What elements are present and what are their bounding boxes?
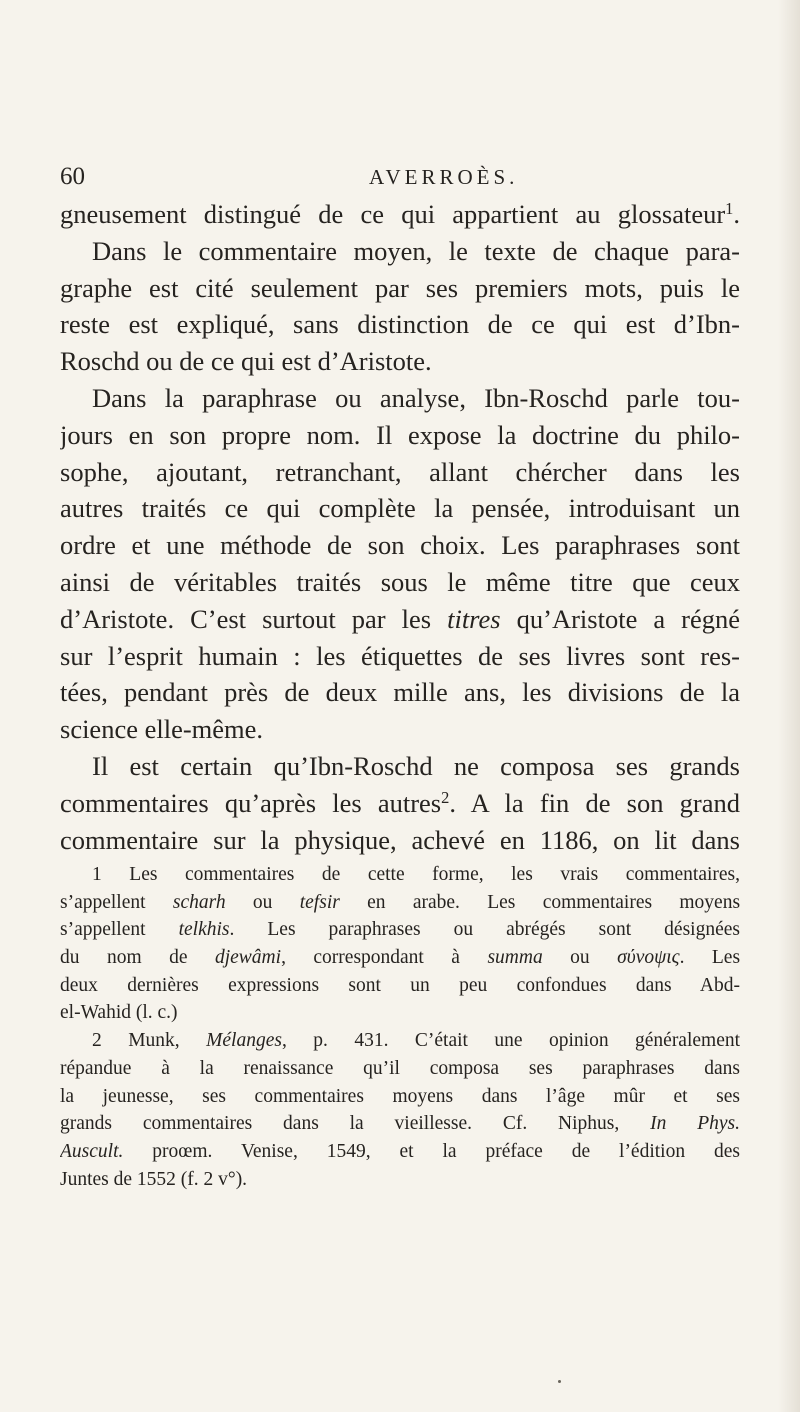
text-line: jours en son propre nom. Il expose la doctrine du philo-: [60, 419, 740, 450]
footnote-line: 1 Les commentaires de cette forme, les vrais commentaires,: [92, 864, 740, 885]
footnote-marker: 2: [92, 1030, 102, 1052]
text-line: tées, pendant près de deux mille ans, les divisions de la: [60, 677, 740, 708]
footnote-line: répandue à la renaissance qu’il composa ses paraphrases dans: [60, 1057, 740, 1079]
footnote-line: la jeunesse, ses commentaires moyens dans l’âge mûr et ses: [60, 1085, 740, 1107]
text-line: ainsi de véritables traités sous le même titre que ceux: [60, 566, 740, 597]
footnote-line: s’appellent scharh ou tefsir en arabe. Les commentaires moyens: [60, 891, 740, 913]
footnote-line: deux dernières expressions sont un peu confondues dans Abd-: [60, 974, 740, 996]
page-edge-shadow: [778, 0, 800, 1412]
paper-speck: [558, 1380, 561, 1383]
running-header: [60, 162, 740, 192]
footnote-line: el-Wahid (l. c.): [60, 1002, 178, 1024]
text-line: gneusement distingué de ce qui appartient au glossateur$^1$.: [60, 198, 740, 229]
footnote-line: grands commentaires dans la vieillesse. Cf. Niphus, In Phys.: [60, 1113, 740, 1135]
text-line: sur l’esprit humain : les étiquettes de ses livres sont res-: [60, 640, 740, 671]
footnote-line: 2 Munk, Mélanges, p. 431. C’était une opinion généralement: [92, 1030, 740, 1052]
text-line: Dans le commentaire moyen, le texte de chaque para-: [92, 235, 740, 266]
footnote-line: Juntes de 1552 (f. 2 v°).: [60, 1168, 248, 1190]
italic-term: titres: [447, 603, 501, 634]
text-line: commentaires qu’après les autres$^2$. A la fin de son grand: [60, 787, 740, 818]
page-number: 60: [60, 163, 85, 190]
text-line: Roschd ou de ce qui est d’Aristote.: [60, 346, 432, 377]
text-line: Dans la paraphrase ou analyse, Ibn-Roschd parle tou-: [92, 382, 740, 413]
footnote-marker: 1: [92, 864, 102, 885]
footnote-line: Auscult. proœm. Venise, 1549, et la préface de l’édition des: [60, 1140, 740, 1162]
footnote-ref: 1: [725, 198, 734, 218]
footnote-line: du nom de djewâmi, correspondant à summa ou σύνοψις. Les: [60, 947, 740, 969]
running-title: AVERROÈS.: [369, 165, 519, 189]
footnotes: [60, 861, 740, 1193]
text-line: science elle-même.: [60, 714, 264, 745]
text-line: reste est expliqué, sans distinction de ce qui est d’Ibn-: [60, 309, 740, 340]
text-line: d’Aristote. C’est surtout par les titres qu’Aristote a régné: [60, 603, 740, 634]
text-line: commentaire sur la physique, achevé en 1186, on lit dans: [60, 824, 740, 855]
text-line: graphe est cité seulement par ses premiers mots, puis le: [60, 272, 740, 303]
footnote-ref: 2: [441, 787, 450, 807]
text-line: ordre et une méthode de son choix. Les paraphrases sont: [60, 530, 740, 561]
footnote-line: s’appellent telkhis. Les paraphrases ou abrégés sont désignées: [60, 919, 740, 941]
text-line: Il est certain qu’Ibn-Roschd ne composa ses grands: [92, 750, 740, 781]
text-line: autres traités ce qui complète la pensée, introduisant un: [60, 493, 740, 524]
main-text: [60, 196, 740, 858]
text-line: sophe, ajoutant, retranchant, allant chércher dans les: [60, 456, 740, 487]
